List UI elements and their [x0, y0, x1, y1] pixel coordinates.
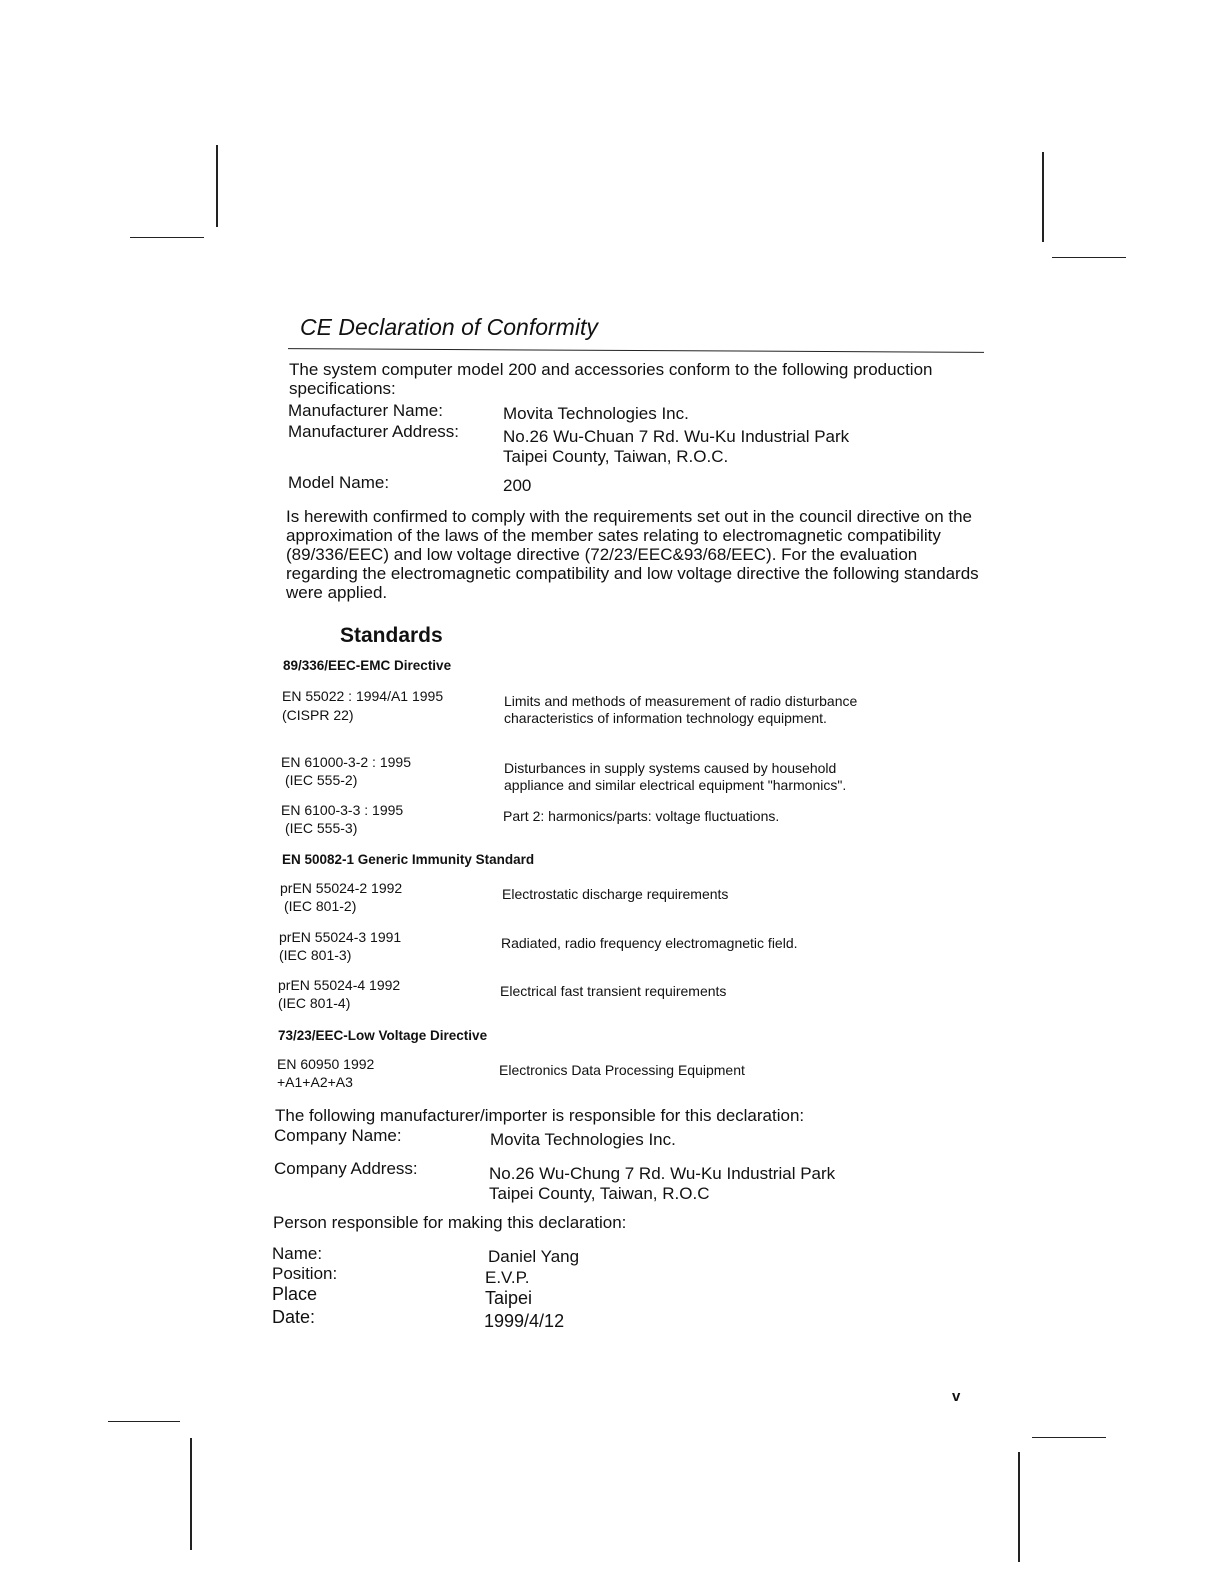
standard-item [277, 1056, 897, 1096]
company-address-line2: Taipei County, Taiwan, R.O.C [489, 1184, 710, 1203]
manufacturer-address-label: Manufacturer Address: [288, 422, 460, 441]
standard-item [279, 929, 899, 969]
standard-item [280, 880, 900, 920]
manufacturer-address-line1: No.26 Wu-Chuan 7 Rd. Wu-Ku Industrial Park [503, 427, 850, 446]
directive-heading: 89/336/EEC-EMC Directive [283, 658, 452, 673]
standard-ref: +A1+A2+A3 [277, 1074, 353, 1090]
crop-mark [130, 237, 204, 238]
crop-mark [216, 145, 218, 227]
standard-item [282, 688, 902, 738]
company-address-line1: No.26 Wu-Chung 7 Rd. Wu-Ku Industrial Park [489, 1164, 836, 1183]
standard-code: prEN 55024-4 1992 [278, 977, 401, 993]
manufacturer-name-label: Manufacturer Name: [288, 401, 443, 420]
person-name-value: Daniel Yang [488, 1247, 580, 1266]
model-name-value: 200 [503, 476, 532, 495]
person-place-label: Place [272, 1284, 318, 1304]
standard-code: prEN 55024-3 1991 [279, 929, 402, 945]
crop-mark [1052, 257, 1126, 258]
standard-description: Radiated, radio frequency electromagnetic field. [501, 935, 798, 951]
manufacturer-address-line2: Taipei County, Taiwan, R.O.C. [503, 447, 729, 466]
standard-code: EN 60950 1992 [277, 1056, 375, 1072]
company-name-value: Movita Technologies Inc. [490, 1130, 676, 1149]
standard-item [278, 977, 898, 1017]
standard-ref: (IEC 555-2) [285, 772, 358, 788]
person-position-label: Position: [272, 1264, 338, 1283]
standard-ref: (IEC 801-4) [278, 995, 351, 1011]
person-date-label: Date: [272, 1307, 316, 1327]
page-number: v [952, 1388, 961, 1405]
standard-code: EN 6100-3-3 : 1995 [281, 802, 404, 818]
standard-code: EN 55022 : 1994/A1 1995 [282, 688, 444, 704]
standard-ref: (IEC 801-3) [279, 947, 352, 963]
standards-heading: Standards [340, 624, 443, 647]
standard-description: Electrostatic discharge requirements [502, 886, 729, 902]
standard-ref: (CISPR 22) [282, 707, 354, 723]
directive-heading: 73/23/EEC-Low Voltage Directive [278, 1028, 488, 1043]
page-title: CE Declaration of Conformity [300, 314, 598, 340]
standard-description: Part 2: harmonics/parts: voltage fluctuations. [503, 808, 780, 824]
intro-paragraph: The system computer model 200 and accessories conform to the following production specifications: [289, 360, 933, 398]
standard-description: Electrical fast transient requirements [500, 983, 727, 999]
standard-ref: (IEC 801-2) [284, 898, 357, 914]
standard-item [281, 754, 901, 794]
company-address-label: Company Address: [274, 1159, 418, 1178]
crop-mark [1042, 152, 1044, 242]
person-name-label: Name: [272, 1244, 323, 1263]
manufacturer-name-value: Movita Technologies Inc. [503, 404, 689, 423]
person-date-value: 1999/4/12 [484, 1311, 565, 1331]
person-intro: Person responsible for making this declaration: [273, 1213, 627, 1232]
person-place-value: Taipei [485, 1288, 533, 1308]
directive-heading: EN 50082-1 Generic Immunity Standard [282, 852, 535, 867]
confirmation-paragraph: Is herewith confirmed to comply with the requirements set out in the council directive on the approximation of the laws of the member sates relating to electromagnetic compatibility (89/336/EEC) and low voltage directive (72/23/EEC&93/68/EEC). For the evaluation regarding the electromagnetic compatibility and low voltage directive the following standards were applied. [286, 507, 979, 602]
crop-mark [1018, 1452, 1020, 1562]
crop-mark [1032, 1437, 1106, 1438]
standard-code: prEN 55024-2 1992 [280, 880, 403, 896]
responsible-intro: The following manufacturer/importer is responsible for this declaration: [275, 1106, 805, 1125]
title-divider [288, 348, 984, 353]
standard-description: Electronics Data Processing Equipment [499, 1062, 745, 1078]
standard-code: EN 61000-3-2 : 1995 [281, 754, 411, 770]
crop-mark [108, 1421, 180, 1422]
standard-description: Limits and methods of measurement of radio disturbance characteristics of information technology equipment. [504, 693, 858, 726]
standard-description: Disturbances in supply systems caused by household appliance and similar electrical equipment "harmonics". [504, 760, 847, 793]
standard-ref: (IEC 555-3) [285, 820, 358, 836]
crop-mark [190, 1438, 192, 1550]
standard-item [281, 802, 901, 842]
person-position-value: E.V.P. [485, 1268, 530, 1287]
model-name-label: Model Name: [288, 473, 390, 492]
company-name-label: Company Name: [274, 1126, 402, 1145]
